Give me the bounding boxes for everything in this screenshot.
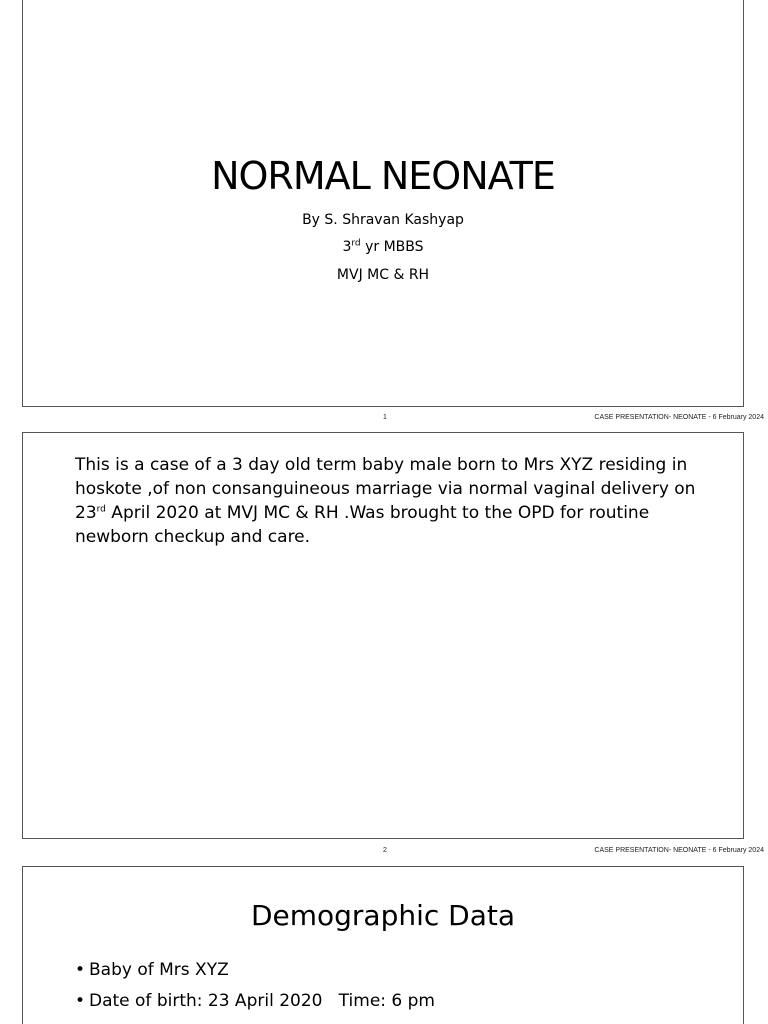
presentation-title: NORMAL NEONATE [211,154,555,198]
case-text-superscript: rd [96,504,106,515]
slide-footer [0,845,768,859]
bullet-item: • Baby of Mrs XYZ [75,955,435,986]
case-paragraph [75,453,715,549]
footer-caption: CASE PRESENTATION- NEONATE - 6 February 2024 [594,414,764,421]
page-number: 2 [383,847,387,854]
bullet-list [75,955,435,1017]
slide-footer [0,412,768,426]
slide-heading: Demographic Data [250,899,516,932]
slide-demographic [22,866,744,1024]
case-text-part1: This is a case of a 3 day old term baby male born to Mrs XYZ residing in hoskote ,of non consanguineous marriage via normal vaginal delivery on 23 [75,455,696,523]
year-line [23,239,743,255]
footer-caption: CASE PRESENTATION- NEONATE - 6 February 2024 [594,847,764,854]
case-text-part2: April 2020 at MVJ MC & RH .Was brought to the OPD for routine newborn checkup and care. [75,503,650,547]
slide-case-summary [22,432,744,839]
page-number: 1 [383,414,387,421]
slide-title [22,0,744,407]
bullet-item: • Date of birth: 23 April 2020 Time: 6 pm [75,986,435,1017]
college-line: MVJ MC & RH [336,267,430,283]
year-rest: yr MBBS [360,239,424,255]
author-line: By S. Shravan Kashyap [302,212,464,228]
year-number: 3 [342,239,352,255]
year-superscript: rd [351,238,361,249]
